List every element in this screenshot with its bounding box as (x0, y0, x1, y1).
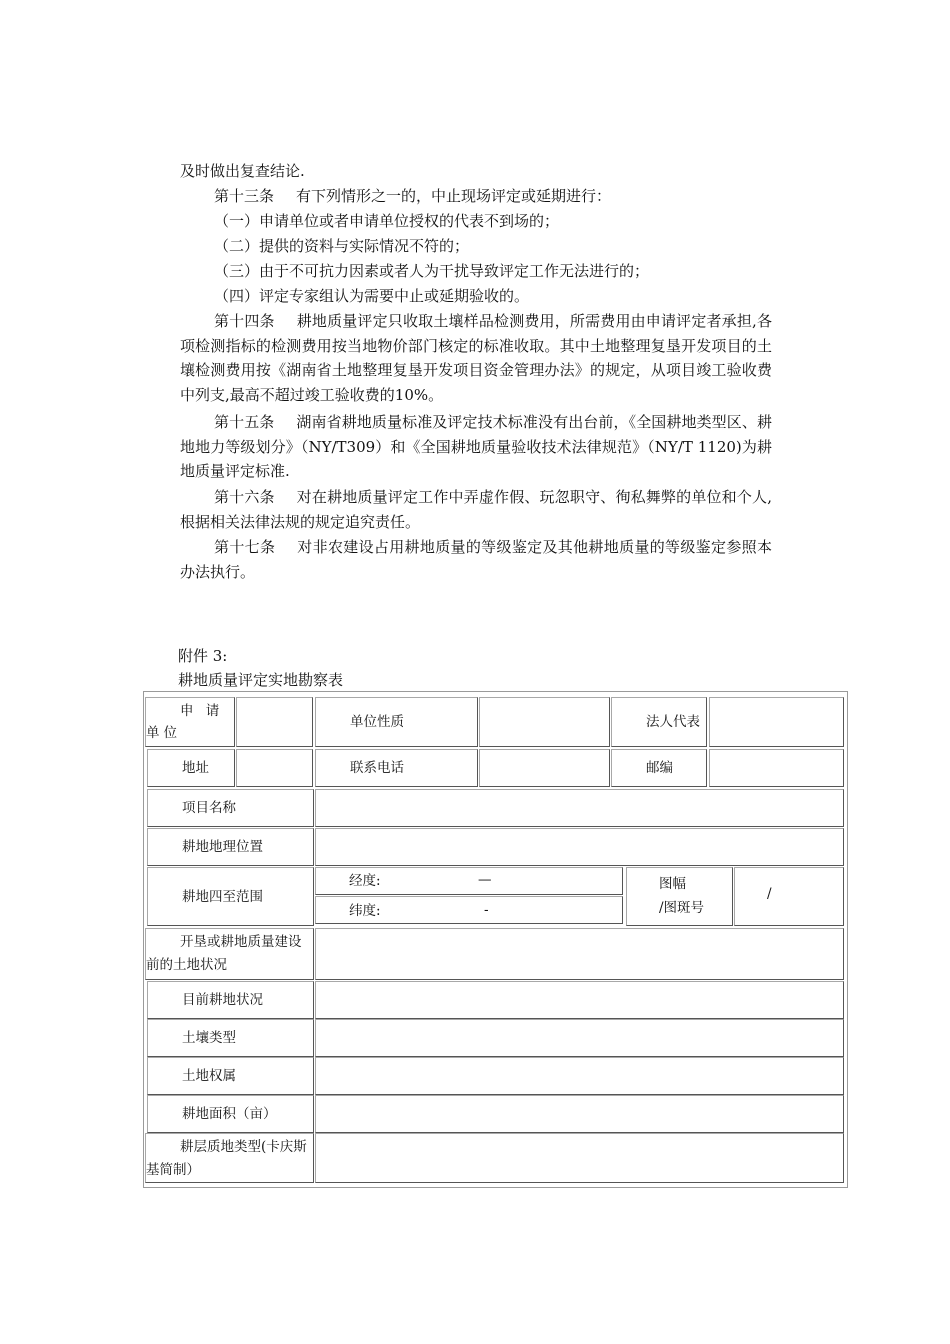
boundary-label: 耕地四至范围 (147, 867, 314, 926)
appendix-label: 附件 3: (178, 647, 228, 665)
texture-label: 耕层质地类型(卡庆斯基简制） (145, 1133, 314, 1183)
project-name-value[interactable] (315, 789, 844, 827)
article-number: 第十五条 (214, 413, 275, 431)
article-13-item-2: （二）提供的资料与实际情况不符的； (214, 237, 470, 255)
table-title: 耕地质量评定实地勘察表 (178, 671, 344, 689)
legal-rep-value[interactable] (709, 697, 844, 747)
ownership-value[interactable] (315, 1057, 844, 1095)
postcode-value[interactable] (709, 749, 844, 787)
soil-type-value[interactable] (315, 1019, 844, 1057)
article-16: 第十六条 对在耕地质量评定工作中弄虚作假、玩忽职守、徇私舞弊的单位和个人,根据相关法律法规的规定追究责任。 (180, 488, 772, 531)
article-17: 第十七条 对非农建设占用耕地质量的等级鉴定及其他耕地质量的等级鉴定参照本办法执行。 (180, 538, 772, 581)
area-value[interactable] (315, 1095, 844, 1133)
applicant-unit-value[interactable] (236, 697, 313, 747)
unit-nature-value[interactable] (479, 697, 610, 747)
article-14: 第十四条 耕地质量评定只收取土壤样品检测费用，所需费用由申请评定者承担,各项检测指标的检测费用按当地物价部门核定的标准收取。其中土地整理复垦开发项目的土壤检测费用按《湖南省土地整理复垦开发项目资金管理办法》的规定，从项目竣工验收费中列支,最高不超过竣工验收费的10%。 (180, 312, 772, 404)
article-number: 第十七条 (214, 538, 276, 556)
unit-nature-label: 单位性质 (315, 697, 478, 747)
map-sheet-value[interactable]: / (734, 867, 844, 926)
postcode-label: 邮编 (611, 749, 707, 787)
article-13-item-3: （三）由于不可抗力因素或者人为干扰导致评定工作无法进行的； (214, 262, 650, 280)
article-number: 第十四条 (214, 312, 275, 330)
latitude-label: 纬度: (349, 903, 381, 919)
latitude-dash: - (484, 902, 489, 918)
current-status-value[interactable] (315, 981, 844, 1019)
phone-label: 联系电话 (315, 749, 478, 787)
current-status-label: 目前耕地状况 (147, 981, 314, 1019)
article-13-item-4: （四）评定专家组认为需要中止或延期验收的。 (214, 287, 530, 305)
texture-value[interactable] (315, 1133, 844, 1183)
article-15: 第十五条 湖南省耕地质量标准及评定技术标准没有出台前，《全国耕地类型区、耕地地力等级划分》（NY/T309）和《全国耕地质量验收技术法律规范》（NY/T 1120)为耕地质量评定标准. (180, 413, 772, 480)
latitude-cell[interactable] (315, 896, 623, 924)
legal-rep-label: 法人代表 (611, 697, 707, 747)
ownership-label: 土地权属 (147, 1057, 314, 1095)
pre-status-label: 开垦或耕地质量建设前的土地状况 (145, 928, 314, 980)
phone-value[interactable] (479, 749, 610, 787)
address-value[interactable] (236, 749, 313, 787)
address-label: 地址 (147, 749, 235, 787)
project-name-label: 项目名称 (147, 789, 314, 827)
article-number: 第十六条 (214, 488, 275, 506)
pre-status-value[interactable] (315, 928, 844, 980)
longitude-dash: — (478, 872, 492, 888)
area-label: 耕地面积（亩） (147, 1095, 314, 1133)
article-number: 第十三条 (214, 187, 275, 205)
longitude-cell[interactable] (315, 867, 623, 895)
location-value[interactable] (315, 828, 844, 866)
article-13: 第十三条 有下列情形之一的，中止现场评定或延期进行： (214, 187, 612, 205)
soil-type-label: 土壤类型 (147, 1019, 314, 1057)
map-sheet-label: 图幅 /图斑号 (626, 867, 733, 926)
survey-table (143, 691, 848, 1188)
article-13-item-1: （一）申请单位或者申请单位授权的代表不到场的； (214, 212, 560, 230)
location-label: 耕地地理位置 (147, 828, 314, 866)
longitude-label: 经度: (349, 873, 381, 889)
applicant-unit-label: 申 请 单位 (145, 697, 235, 747)
paragraph-conclusion: 及时做出复查结论. (180, 162, 305, 180)
